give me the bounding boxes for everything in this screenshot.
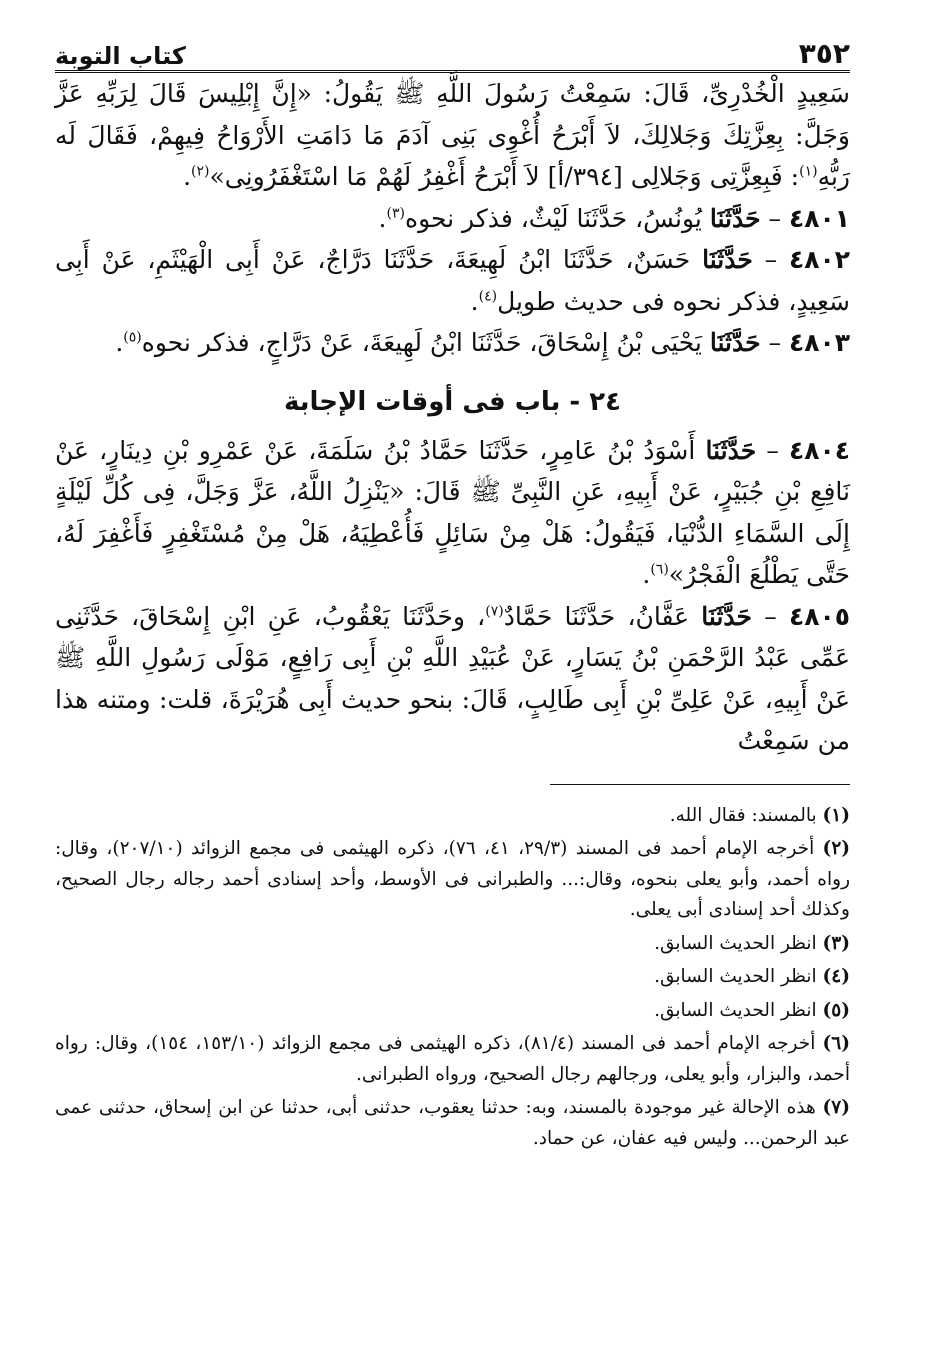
footnote-number: (٤) — [822, 966, 850, 987]
document-page — [55, 30, 850, 1340]
hadith-text-cont: ، وحَدَّثَنَا يَعْقُوبُ، عَنِ ابْنِ إِسْحَاقَ، حَدَّثَنِى عَمِّى عَبْدُ الرَّحْمَنِ بْنُ يَسَارٍ، عَنْ عُبَيْدِ اللَّهِ بْنِ أَبِى رَافِعٍ، مَوْلَى رَسُولِ اللَّهِ ﷺ عَنْ أَبِيهِ، عَنْ عَلِىِّ بْنِ أَبِى طَالِبٍ، قَالَ: بنحو حديث أَبِى هُرَيْرَةَ، قلت: ومتنه هذا من سَمِعْتُ — [55, 601, 850, 755]
footnote — [55, 834, 850, 926]
hadith-text: أَسْوَدُ بْنُ عَامِرٍ، حَدَّثَنَا حَمَّادُ بْنُ سَلَمَةَ، عَنْ عَمْرِو بْنِ دِينَارٍ، عَنْ نَافِعِ بْنِ جُبَيْرٍ، عَنْ أَبِيهِ، عَنِ النَّبِىِّ ﷺ قَالَ: «يَنْزِلُ اللَّهُ، عَزَّ وَجَلَّ، فِى كُلِّ لَيْلَةٍ إِلَى السَّمَاءِ الدُّنْيَا، فَيَقُولُ: هَلْ مِنْ سَائِلٍ فَأُعْطِيَهُ، هَلْ مِنْ مُسْتَغْفِرٍ فَأَغْفِرَ لَهُ، حَتَّى يَطْلُعَ الْفَجْرُ» — [55, 435, 850, 589]
footnote-number: (٣) — [822, 932, 850, 954]
hadith-4804: ٤٨٠٤ – حَدَّثَنَا أَسْوَدُ بْنُ عَامِرٍ، حَدَّثَنَا حَمَّادُ بْنُ سَلَمَةَ، عَنْ عَمْرِو بْنِ دِينَارٍ، عَنْ نَافِعِ بْنِ جُبَيْرٍ، عَنْ أَبِيهِ، عَنِ النَّبِىِّ ﷺ قَالَ: «يَنْزِلُ اللَّهُ، عَزَّ وَجَلَّ، فِى كُلِّ لَيْلَةٍ إِلَى السَّمَاءِ الدُّنْيَا، فَيَقُولُ: هَلْ مِنْ سَائِلٍ فَأُعْطِيَهُ، هَلْ مِنْ مُسْتَغْفِرٍ فَأَغْفِرَ لَهُ، حَتَّى يَطْلُعَ الْفَجْرُ»$^{(٦)}$. — [55, 435, 851, 589]
hadith-4802: ٤٨٠٢ – حَدَّثَنَا حَسَنٌ، حَدَّثَنَا ابْنُ لَهِيعَةَ، حَدَّثَنَا دَرَّاجٌ، عَنْ أَبِى الْهَيْثَمِ، عَنْ أَبِى سَعِيدٍ، فذكر نحوه فى حديث طويل$^{(٤)}$. — [55, 245, 850, 316]
footnote-text: انظر الحديث السابق. — [654, 966, 817, 987]
hadith-text: حَسَنٌ، حَدَّثَنَا ابْنُ لَهِيعَةَ، حَدَّثَنَا دَرَّاجٌ، عَنْ أَبِى الْهَيْثَمِ، عَنْ أَبِى سَعِيدٍ، فذكر نحوه فى حديث طويل — [55, 245, 850, 316]
hadith-4803: ٤٨٠٣ – حَدَّثَنَا يَحْيَى بْنُ إِسْحَاقَ، حَدَّثَنَا ابْنُ لَهِيعَةَ، عَنْ دَرَّاجٍ، فذكر نحوه$^{(٥)}$. — [115, 328, 850, 357]
main-text — [55, 73, 850, 762]
footnote-ref: (٤) — [478, 288, 498, 305]
footnote-ref: (٧) — [485, 603, 504, 620]
footnote-ref: (٢) — [191, 163, 210, 180]
footnote — [55, 801, 850, 832]
running-head — [55, 30, 850, 73]
hadith-number: ٤٨٠٤ — [788, 435, 851, 465]
footnote-text: هذه الإحالة غير موجودة بالمسند، وبه: حدثنا يعقوب، حدثنى أبى، حدثنا عن ابن إسحاق، حدثنى عمى عبد الرحمن... وليس فيه عفان، عن حماد. — [55, 1097, 850, 1149]
book-title: كتاب التوبة — [55, 42, 186, 70]
hadith-4805: ٤٨٠٥ – حَدَّثَنَا عَفَّانُ، حَدَّثَنَا حَمَّادٌ$^{(٧)}$، وحَدَّثَنَا يَعْقُوبُ، عَنِ ابْنِ إِسْحَاقَ، حَدَّثَنِى عَمِّى عَبْدُ الرَّحْمَنِ بْنُ يَسَارٍ، عَنْ عُبَيْدِ اللَّهِ بْنِ أَبِى رَافِعٍ، مَوْلَى رَسُولِ اللَّهِ ﷺ عَنْ أَبِيهِ، عَنْ عَلِىِّ بْنِ أَبِى طَالِبٍ، قَالَ: بنحو حديث أَبِى هُرَيْرَةَ، قلت: ومتنه هذا من سَمِعْتُ — [55, 601, 850, 755]
footnote-text: انظر الحديث السابق. — [654, 999, 817, 1021]
footnote-text: انظر الحديث السابق. — [654, 932, 817, 954]
hadith-lead: حَدَّثَنَا — [709, 328, 761, 357]
footnotes — [55, 801, 850, 1155]
footnote-ref: (٣) — [386, 205, 405, 222]
footnote-number: (٥) — [822, 999, 850, 1021]
continuation-paragraph: سَعِيدٍ الْخُدْرِىِّ، قَالَ: سَمِعْتُ رَسُولَ اللَّهِ ﷺ يَقُولُ: «إِنَّ إِبْلِيسَ قَالَ لِرَبِّهِ عَزَّ وَجَلَّ: بِعِزَّتِكَ وَجَلالِكَ، لاَ أَبْرَحُ أُغْوِى بَنِى آدَمَ مَا دَامَتِ الأَرْوَاحُ فِيهِمْ، فَقَالَ لَه رَبُّهِ$^{(١)}$: فَبِعِزَّتِى وَجَلالِى [٣٩٤/أ] لاَ أَبْرَحُ أَغْفِرُ لَهُمْ مَا اسْتَغْفَرُونِى»$^{(٢)}$. — [55, 79, 850, 191]
footnote-number: (٦) — [822, 1033, 850, 1054]
footnote-number: (١) — [822, 804, 850, 826]
footnote-ref: (١) — [799, 163, 818, 180]
footnote — [55, 929, 850, 960]
hadith-lead: حَدَّثَنَا — [702, 245, 753, 274]
hadith-number: ٤٨٠٣ — [788, 328, 850, 357]
footnote — [55, 962, 850, 993]
footnote-number: (٧) — [822, 1097, 850, 1118]
hadith-number: ٤٨٠٥ — [788, 601, 850, 631]
hadith-lead: حَدَّثَنَا — [701, 601, 752, 631]
hadith-4801: ٤٨٠١ – حَدَّثَنَا يُونُسُ، حَدَّثَنَا لَيْثٌ، فذكر نحوه$^{(٣)}$. — [378, 203, 850, 233]
footnote — [55, 1093, 850, 1154]
hadith-text: يَحْيَى بْنُ إِسْحَاقَ، حَدَّثَنَا ابْنُ لَهِيعَةَ، عَنْ دَرَّاجٍ، فذكر نحوه — [141, 328, 702, 357]
footnote-divider — [550, 784, 850, 785]
page-number: ٣٥٢ — [798, 37, 850, 70]
footnote-ref: (٦) — [650, 561, 669, 578]
footnote-text: أخرجه الإمام أحمد فى المسند (٨١/٤)، ذكره الهيثمى فى مجمع الزوائد (١٥٣/١٠، ١٥٤)، وقال: رواه أحمد، والبزار، وأبو يعلى، ورجالهم رجال الصحيح، ورواه الطبرانى. — [55, 1033, 850, 1085]
hadith-text: يُونُسُ، حَدَّثَنَا لَيْثٌ، فذكر نحوه — [404, 203, 702, 233]
continuation-text: سَعِيدٍ الْخُدْرِىِّ، قَالَ: سَمِعْتُ رَسُولَ اللَّهِ ﷺ يَقُولُ: «إِنَّ إِبْلِيسَ قَالَ لِرَبِّهِ عَزَّ وَجَلَّ: بِعِزَّتِكَ وَجَلالِكَ، لاَ أَبْرَحُ أُغْوِى بَنِى آدَمَ مَا دَامَتِ الأَرْوَاحُ فِيهِمْ، فَقَالَ لَه رَبُّهِ — [55, 79, 850, 191]
footnote-text: بالمسند: فقال الله. — [669, 804, 817, 826]
footnote-number: (٢) — [822, 838, 851, 859]
footnote-ref: (٥) — [123, 329, 142, 346]
hadith-number: ٤٨٠١ — [788, 203, 850, 233]
footnote — [55, 1029, 850, 1090]
footnote-text: أخرجه الإمام أحمد فى المسند (٢٩/٣، ٤١، ٧٦)، ذكره الهيثمى فى مجمع الزوائد (٢٠٧/١٠)، وقال: رواه أحمد، وأبو يعلى بنحوه، وقال:... والطبرانى فى الأوسط، وأحد إسنادى أحمد رجاله رجال الصحيح، وكذلك أحد إسنادى أبى يعلى. — [55, 838, 850, 920]
hadith-number: ٤٨٠٢ — [788, 245, 850, 274]
hadith-text: عَفَّانُ، حَدَّثَنَا حَمَّادٌ — [503, 601, 690, 631]
continuation-text-2: : فَبِعِزَّتِى وَجَلالِى [٣٩٤/أ] لاَ أَبْرَحُ أَغْفِرُ لَهُمْ مَا اسْتَغْفَرُونِى» — [209, 162, 800, 191]
chapter-heading: ٢٤ - باب فى أوقات الإجابة — [283, 386, 622, 417]
footnote — [55, 996, 850, 1027]
hadith-lead: حَدَّثَنَا — [705, 435, 757, 465]
hadith-lead: حَدَّثَنَا — [709, 203, 761, 233]
